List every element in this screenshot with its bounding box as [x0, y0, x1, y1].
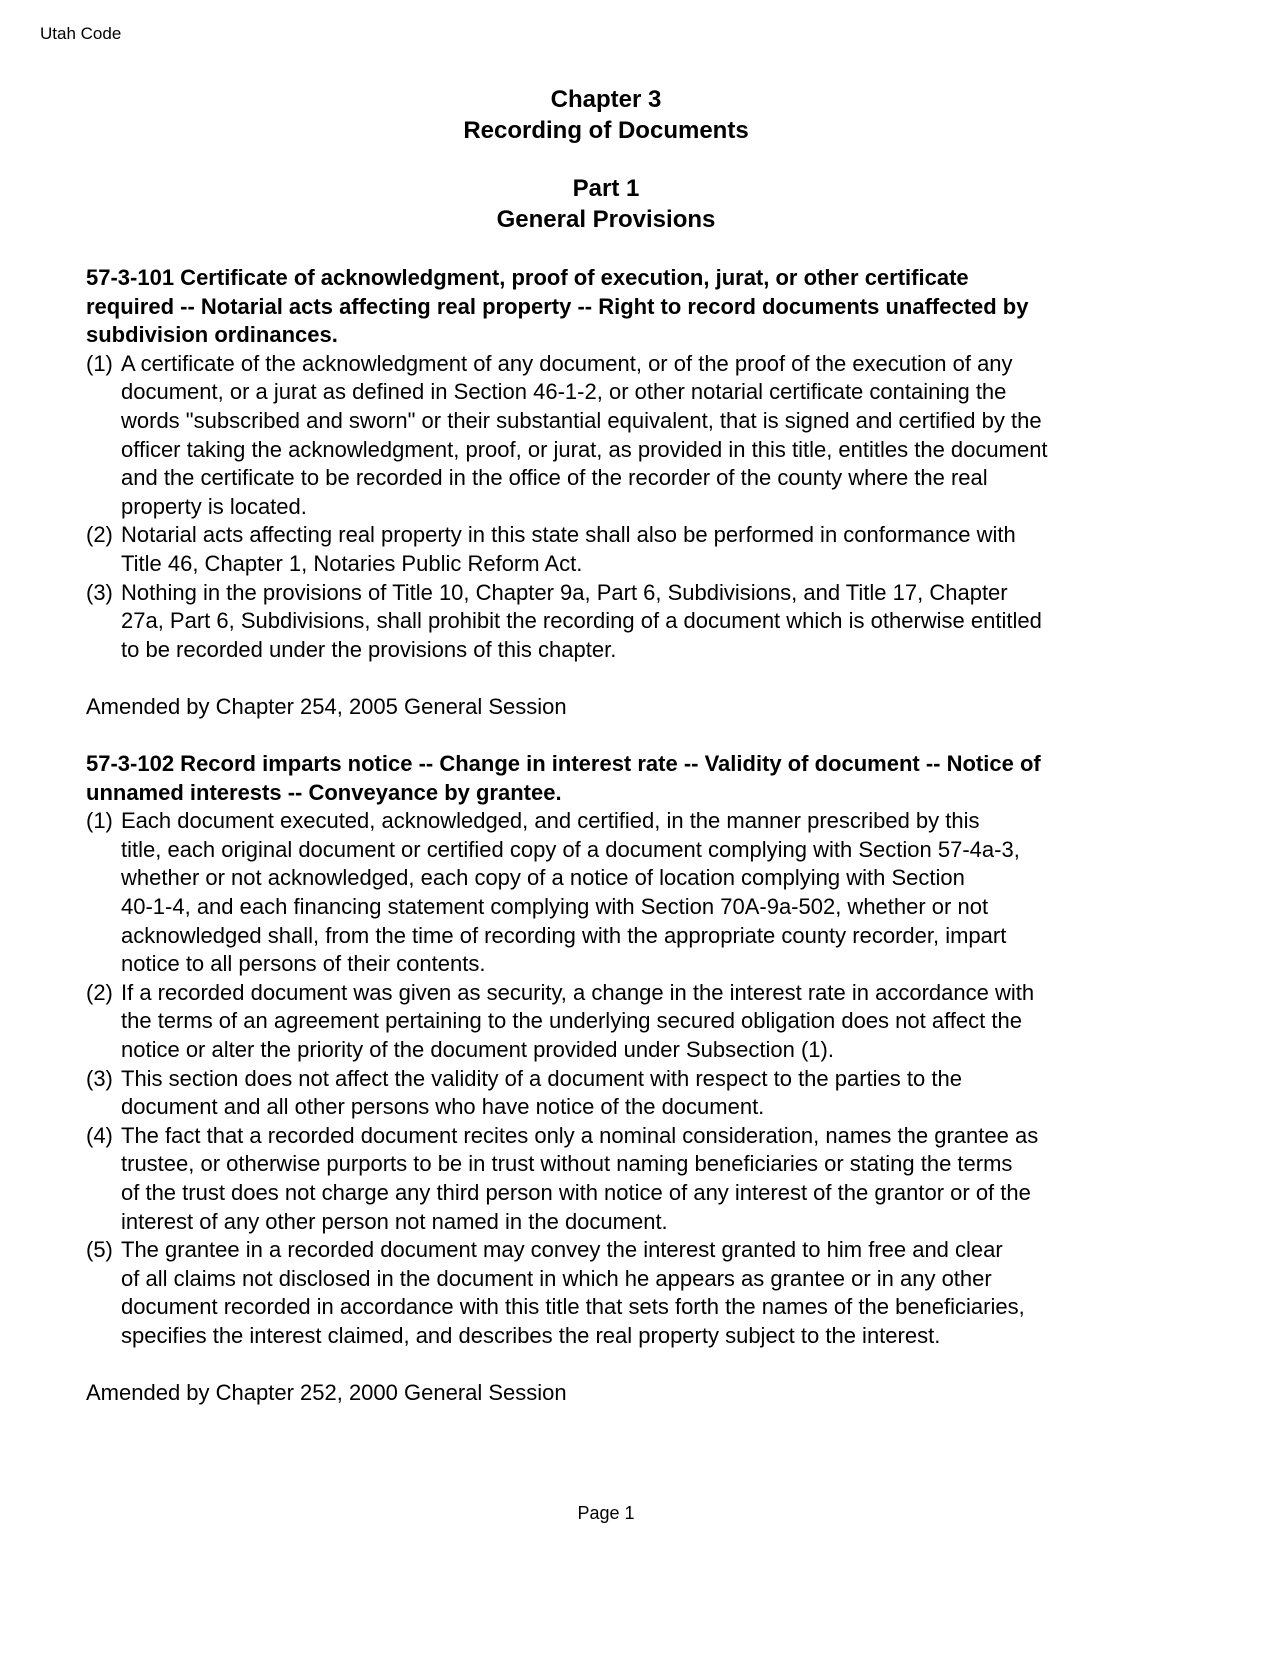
subsection-line: of all claims not disclosed in the document in which he appears as grantee or in any other: [121, 1265, 992, 1291]
subsection-line: A certificate of the acknowledgment of any document, or of the proof of the execution of any: [121, 350, 1013, 376]
subsection: [86, 579, 1048, 665]
subsection-line: the terms of an agreement pertaining to the underlying secured obligation does not affect the: [121, 1008, 1022, 1034]
subsection-line: Notarial acts affecting real property in this state shall also be performed in conformance with: [121, 522, 1016, 548]
subsection-line: words "subscribed and sworn" or their substantial equivalent, that is signed and certified by the: [121, 407, 1042, 433]
subsection-line: If a recorded document was given as security, a change in the interest rate in accordance with: [121, 979, 1035, 1005]
spacer: [86, 1408, 1048, 1437]
subsection: [86, 807, 1048, 979]
subsection-line: officer taking the acknowledgment, proof, or jurat, as provided in this title, entitles the document: [121, 436, 1048, 462]
subsection-line: This section does not affect the validity of a document with respect to the parties to the: [121, 1065, 962, 1091]
chapter-title: Recording of Documents: [463, 117, 749, 144]
subsection-line: 27a, Part 6, Subdivisions, shall prohibit the recording of a document which is otherwise entitled: [121, 608, 1042, 634]
part-title: General Provisions: [496, 206, 716, 233]
subsection-line: whether or not acknowledged, each copy of a notice of location complying with Section: [121, 865, 965, 891]
heading-line: required -- Notarial acts affecting real property -- Right to record documents unaffected by: [86, 293, 1029, 319]
running-header: Utah Code: [40, 24, 122, 43]
subsection-number: (1): [86, 808, 113, 834]
subsection-line: of the trust does not charge any third person with notice of any interest of the grantor or of the: [121, 1180, 1031, 1205]
history-note: Amended by Chapter 254, 2005 General Session: [86, 693, 567, 719]
subsection-number: (3): [86, 579, 113, 605]
subsection: [86, 350, 1048, 522]
subsection-line: The fact that a recorded document recites only a nominal consideration, names the grantee as: [121, 1122, 1039, 1148]
code-section: [86, 750, 1048, 1436]
spacer: [86, 722, 1048, 751]
spacer: [86, 1351, 1048, 1380]
subsection-number: (2): [86, 522, 113, 548]
chapter-label: Chapter 3: [550, 86, 662, 113]
heading-line: subdivision ordinances.: [86, 322, 338, 348]
subsection-line: document and all other persons who have notice of the document.: [121, 1094, 765, 1120]
subsection-line: document, or a jurat as defined in Section 46-1-2, or other notarial certificate containing the: [121, 379, 1007, 405]
section-heading: [86, 750, 1048, 807]
heading-line: 57-3-102 Record imparts notice -- Change in interest rate -- Validity of document -- Notice of: [86, 751, 1041, 777]
page-number: Page 1: [577, 1503, 635, 1523]
document-body: [86, 264, 1048, 1436]
subsection-line: trustee, or otherwise purports to be in trust without naming beneficiaries or stating the terms: [121, 1151, 1013, 1177]
section-heading: [86, 264, 1048, 350]
subsection-line: notice to all persons of their contents.: [121, 951, 486, 977]
subsection: [86, 1236, 1048, 1350]
heading-line: 57-3-101 Certificate of acknowledgment, proof of execution, jurat, or other certificate: [86, 265, 969, 290]
subsection-line: Nothing in the provisions of Title 10, Chapter 9a, Part 6, Subdivisions, and Title 17, Chapter: [121, 579, 1008, 605]
subsection-number: (3): [86, 1065, 113, 1091]
subsection-line: document recorded in accordance with this title that sets forth the names of the beneficiaries,: [121, 1294, 1025, 1320]
subsection-line: The grantee in a recorded document may convey the interest granted to him free and clear: [121, 1237, 1003, 1263]
subsection-line: Title 46, Chapter 1, Notaries Public Reform Act.: [121, 550, 583, 576]
subsection-number: (1): [86, 350, 113, 376]
subsection-line: acknowledged shall, from the time of recording with the appropriate county recorder, impart: [121, 922, 1007, 948]
subsection-line: specifies the interest claimed, and describes the real property subject to the interest.: [121, 1322, 941, 1348]
heading-line: unnamed interests -- Conveyance by grantee.: [86, 779, 562, 805]
subsection: [86, 979, 1048, 1065]
subsection-number: (4): [86, 1122, 113, 1148]
subsection-number: (5): [86, 1237, 113, 1263]
subsection-line: title, each original document or certified copy of a document complying with Section 57-4a-3,: [121, 836, 1020, 862]
subsection: [86, 1065, 1048, 1122]
subsection-line: Each document executed, acknowledged, and certified, in the manner prescribed by this: [121, 808, 980, 834]
subsection: [86, 1122, 1048, 1236]
subsection-line: to be recorded under the provisions of this chapter.: [121, 636, 617, 662]
code-section: [86, 264, 1048, 750]
subsection-line: interest of any other person not named in the document.: [121, 1208, 668, 1234]
subsection-line: and the certificate to be recorded in the office of the recorder of the county where the real: [121, 465, 988, 491]
subsection-line: property is located.: [121, 493, 307, 519]
subsection-line: notice or alter the priority of the document provided under Subsection (1).: [121, 1037, 834, 1063]
spacer: [86, 664, 1048, 693]
subsection-line: 40-1-4, and each financing statement complying with Section 70A-9a-502, whether or not: [121, 894, 989, 920]
subsection-number: (2): [86, 979, 113, 1005]
chapter-heading: [0, 84, 1212, 146]
part-label: Part 1: [572, 175, 640, 202]
part-heading: [0, 173, 1212, 235]
history-note: Amended by Chapter 252, 2000 General Session: [86, 1380, 567, 1406]
subsection: [86, 521, 1048, 578]
